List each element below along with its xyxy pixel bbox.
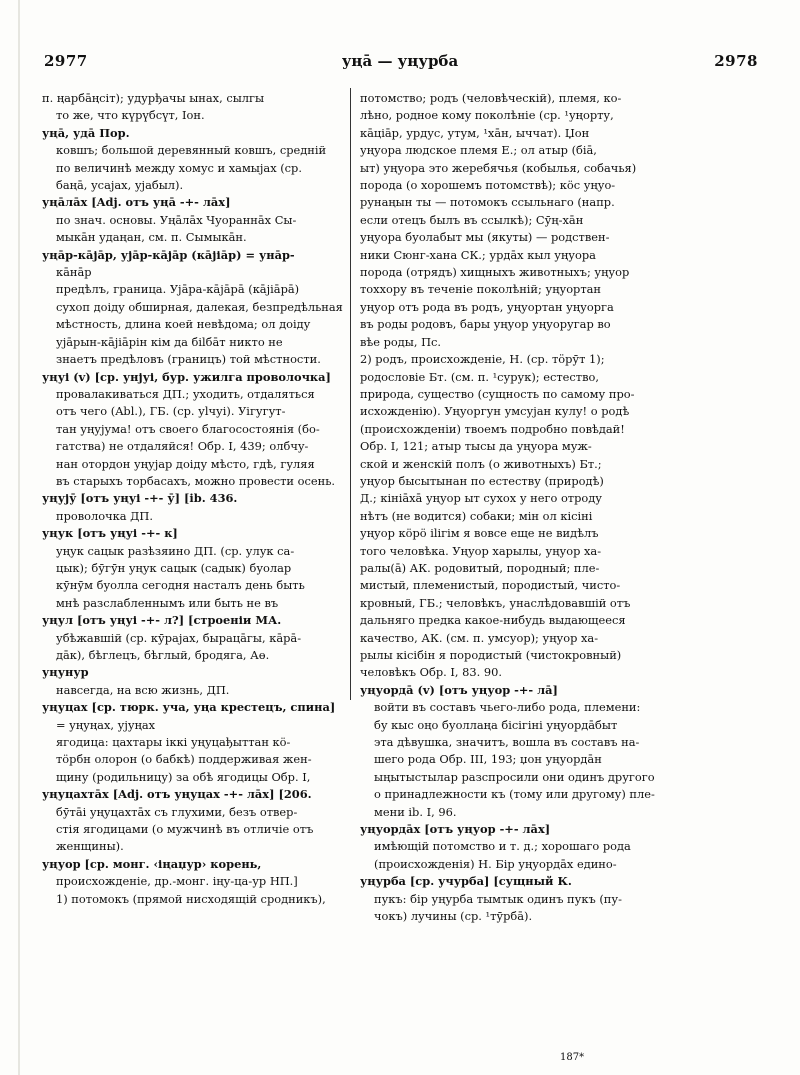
scan-edge-shadow — [18, 0, 20, 1075]
right-col-line: уңуор бысытынан по естеству (природѣ) — [360, 473, 604, 488]
right-col-line: ыңытыстылар разспросили они одинъ другого — [374, 769, 655, 784]
left-col-line: женщины). — [56, 839, 124, 854]
column-divider — [350, 88, 351, 700]
right-col-line: бу кыс оңо буоллаңа бісігіні уңуордāбыт — [374, 717, 618, 732]
left-col-line: уңāр-кāјāр, ујāр-кāјāр (кāјіāр) = унāр- — [42, 247, 295, 262]
left-col-line: уңā, удā Пор. — [42, 125, 130, 140]
right-col-line: природа, существо (сущность по самому про- — [360, 386, 635, 401]
right-col-line: если отецъ былъ въ ссылкѣ); Сӯң-хāн — [360, 212, 584, 227]
left-col-line: баңā, усајах, ујабыл). — [56, 178, 184, 193]
right-col-line: человѣкъ Обр. I, 83. 90. — [360, 665, 502, 680]
right-col-line: шего рода Обр. III, 193; џон уңуордāн — [374, 752, 602, 767]
left-col-line: сухоп доіду обширная, далекая, безпредѣльная — [56, 299, 343, 314]
right-col-line: (происхожденія) Н. Бір уңуордāх едино- — [374, 856, 617, 871]
right-col-line: пукъ: бір уңурба тымтык одинъ пукъ (пу- — [374, 891, 622, 906]
left-col-line: нан отордон уңујар доіду мѣсто, гдѣ, гуляя — [56, 456, 315, 471]
left-col-line: кӯнӯм буолла сегодня насталъ день быть — [56, 578, 305, 593]
left-col-line: мнѣ разслабленнымъ или быть не въ — [56, 595, 279, 610]
right-col-line: дальняго предка какое-нибудь выдающееся — [360, 613, 626, 628]
left-col-line: навсегда, на всю жизнь, ДП. — [56, 682, 230, 697]
right-col-line: тоххору въ теченіе поколѣній; уңуортан — [360, 282, 602, 297]
right-col-line: ники Сюнг-хана СК.; урдāх кыл уңуора — [360, 247, 596, 262]
left-col-line: тан уңујума! отъ своего благосостоянія (бо- — [56, 421, 320, 436]
left-col-line: уңуі (v) [ср. унјуі, бур. ужилга проволочка] — [42, 369, 331, 384]
right-col-line: рунаңын ты — потомокъ ссыльнаго (напр. — [360, 195, 615, 210]
right-col-line: рылы кісібін я породистый (чистокровный) — [360, 648, 622, 662]
right-col-line: ыт) уңуора это жеребячья (кобылья, собачья) — [360, 160, 637, 175]
left-col-line: щину (родильницу) за обѣ ягодицы Обр. I, — [56, 769, 311, 784]
right-col-line: порода (о хорошемъ потомствѣ); кöс уңуо- — [360, 178, 616, 193]
right-col-line: уңуор отъ рода въ родъ, уңуортан уңуорга — [360, 299, 614, 314]
left-col-line: = уңуңах, ујуңах — [56, 717, 156, 732]
left-col-line: уңујӯ [отъ уңуі -+- ӯ] [ib. 436. — [42, 491, 238, 506]
left-col-line: по величинѣ между хомус и хамыјах (ср. — [56, 160, 302, 175]
right-col-line: уңуордā (v) [отъ уңуор -+- лā] — [360, 682, 558, 697]
running-title: уңā — уңурба — [341, 52, 459, 70]
left-column — [42, 90, 344, 1050]
right-col-line: того человѣка. Уңуор харылы, уңуор ха- — [360, 543, 602, 558]
right-col-line: качество, АК. (см. п. умсуор); уңуор ха- — [360, 630, 599, 645]
right-col-line: уңуордāх [отъ уңуор -+- лāх] — [360, 822, 551, 837]
right-col-line: кровный, ГБ.; человѣкъ, унаслѣдовавшій отъ — [360, 595, 631, 610]
left-col-line: ягодица: цахтары іккі уңуцађыттан кö- — [56, 735, 291, 750]
left-col-line: дāк), бѣглецъ, бѣглый, бродяга, Аө. — [56, 648, 270, 662]
right-col-line: уңуора буолабыт мы (якуты) — родствен- — [360, 230, 610, 245]
right-col-line: вѣе роды, Пс. — [360, 334, 442, 349]
left-col-line: уңул [отъ уңуі -+- л?] [строеніи МА. — [42, 613, 282, 628]
right-col-line: о принадлежности къ (тому или другому) пле- — [374, 787, 655, 802]
page-header — [0, 52, 800, 78]
right-col-line: Д.; кініāхā уңуор ыт сухох у него отроду — [360, 491, 602, 506]
left-col-line: стія ягодицами (о мужчинѣ въ отличіе отъ — [56, 822, 314, 837]
right-col-line: уңуора людское племя Е.; ол атыр (біā, — [360, 143, 597, 158]
left-col-line: ујāрын-кāјіāрін кім да біlбāт никто не — [56, 334, 283, 349]
right-column — [360, 90, 750, 1050]
right-col-line: ской и женскій полъ (о животныхъ) Бт.; — [360, 456, 602, 471]
left-col-line: отъ чего (Abl.), ГБ. (ср. уlчуі). Уігугут- — [56, 404, 286, 419]
right-col-line: ралы(ā) АК. родовитый, породный; пле- — [360, 560, 600, 575]
right-col-line: чокъ) лучины (ср. ¹тӯрбā). — [374, 909, 533, 924]
right-col-line: уңуор кöрö іlігім я вовсе еще не видѣлъ — [360, 526, 599, 541]
right-col-line: (происхожденіи) твоемъ подробно повѣдай! — [360, 421, 625, 436]
right-col-line: кāціāр, урдус, утум, ¹хāн, ыччат). Џон — [360, 125, 590, 140]
left-col-line: цык); бӯгӯн уңук сацык (садык) буолар — [56, 560, 292, 575]
left-col-line: 1) потомокъ (прямой нисходящій сродникъ), — [56, 891, 326, 906]
right-col-line: потомство; родъ (человѣческій), племя, ко- — [360, 91, 622, 105]
left-col-line: убѣжавшій (ср. кӯрајах, бырацāгы, кāрā- — [56, 630, 302, 645]
left-col-line: проволочка ДП. — [56, 508, 153, 523]
right-col-line: уңурба [ср. учурба] [сущный К. — [360, 874, 572, 889]
left-col-line: п. ңарбāңсіт); удурђачы ынах, сылгы — [42, 91, 265, 105]
left-col-line: кāнāр — [56, 265, 92, 280]
left-col-line: уңунур — [42, 665, 89, 680]
left-col-line: тöрбн олорон (о бабкѣ) поддерживая жен- — [56, 752, 312, 767]
left-col-line: происхожденіе, др.-монг. іңу-ца-ур НП.] — [56, 874, 298, 889]
right-col-line: имѣющій потомство и т. д.; хорошаго рода — [374, 839, 631, 854]
right-col-line: порода (отрядъ) хищныхъ животныхъ; уңуор — [360, 265, 630, 280]
right-col-line: эта дѣвушка, значитъ, вошла въ составъ на- — [374, 735, 640, 750]
right-col-line: мистый, племенистый, породистый, чисто- — [360, 578, 621, 593]
right-col-line: родословіе Бт. (см. п. ¹сурук); естество, — [360, 369, 599, 384]
left-col-line: мѣстность, длина коей невѣдома; ол доіду — [56, 317, 311, 332]
left-col-line: предѣлъ, граница. Ујāра-кāјāрā (кāјіāрā) — [56, 282, 300, 297]
left-col-line: уңāлāх [Adj. отъ уңā -+- лāх] — [42, 195, 231, 210]
right-col-line: въ роды родовъ, бары уңуор уңуоругар во — [360, 317, 611, 332]
signature-mark: 187* — [560, 1052, 585, 1063]
right-col-line: лѣно, родное кому поколѣніе (ср. ¹уңорту, — [360, 108, 614, 123]
right-col-line: мени ib. I, 96. — [374, 804, 457, 819]
page-number-right: 2978 — [714, 52, 758, 70]
left-col-line: въ старыхъ торбасахъ, можно провести осень. — [56, 473, 336, 488]
page-number-left: 2977 — [44, 52, 88, 70]
left-col-line: провалакиваться ДП.; уходить, отдаляться — [56, 386, 315, 401]
left-col-line: знаетъ предѣловъ (границъ) той мѣстности. — [56, 352, 321, 367]
left-col-line: по знач. основы. Уңāлāх Чуораннāх Сы- — [56, 212, 297, 227]
right-col-line: войти въ составъ чьего-либо рода, племени: — [374, 700, 641, 715]
left-col-line: гатства) не отдаляйся! Обр. I, 439; олбчу- — [56, 439, 309, 454]
left-col-line: уңук [отъ уңуі -+- к] — [42, 526, 178, 541]
right-col-line: 2) родъ, происхожденіе, Н. (ср. тӧрӯт 1); — [360, 352, 605, 367]
right-col-line: Обр. I, 121; атыр тысы да уңуора муж- — [360, 439, 592, 454]
left-col-line: ковшъ; большой деревянный ковшъ, средній — [56, 143, 327, 158]
right-col-line: исхожденію). Уңуоргун умсујан кулу! о родѣ — [360, 404, 630, 419]
left-col-line: бӯтāі уңуцахтāх съ глухими, безъ отвер- — [56, 804, 298, 819]
left-col-line: уңуцахтāх [Adj. отъ уңуцах -+- лāх] [206. — [42, 787, 312, 802]
right-col-line: нѣтъ (не водится) собаки; мін ол кісіні — [360, 508, 593, 523]
left-col-line: мыкāн удаңан, см. п. Сымыкāн. — [56, 230, 247, 245]
left-col-line: уңуор [ср. монг. ‹іңаџур› корень, — [42, 856, 262, 871]
left-col-line: уңук сацык разѣзяино ДП. (ср. улук са- — [56, 543, 295, 558]
left-col-line: уңуцах [ср. тюрк. уча, уңа крестецъ, спина] — [42, 700, 336, 715]
left-col-line: то же, что күрүбсүт, Іон. — [56, 108, 205, 123]
